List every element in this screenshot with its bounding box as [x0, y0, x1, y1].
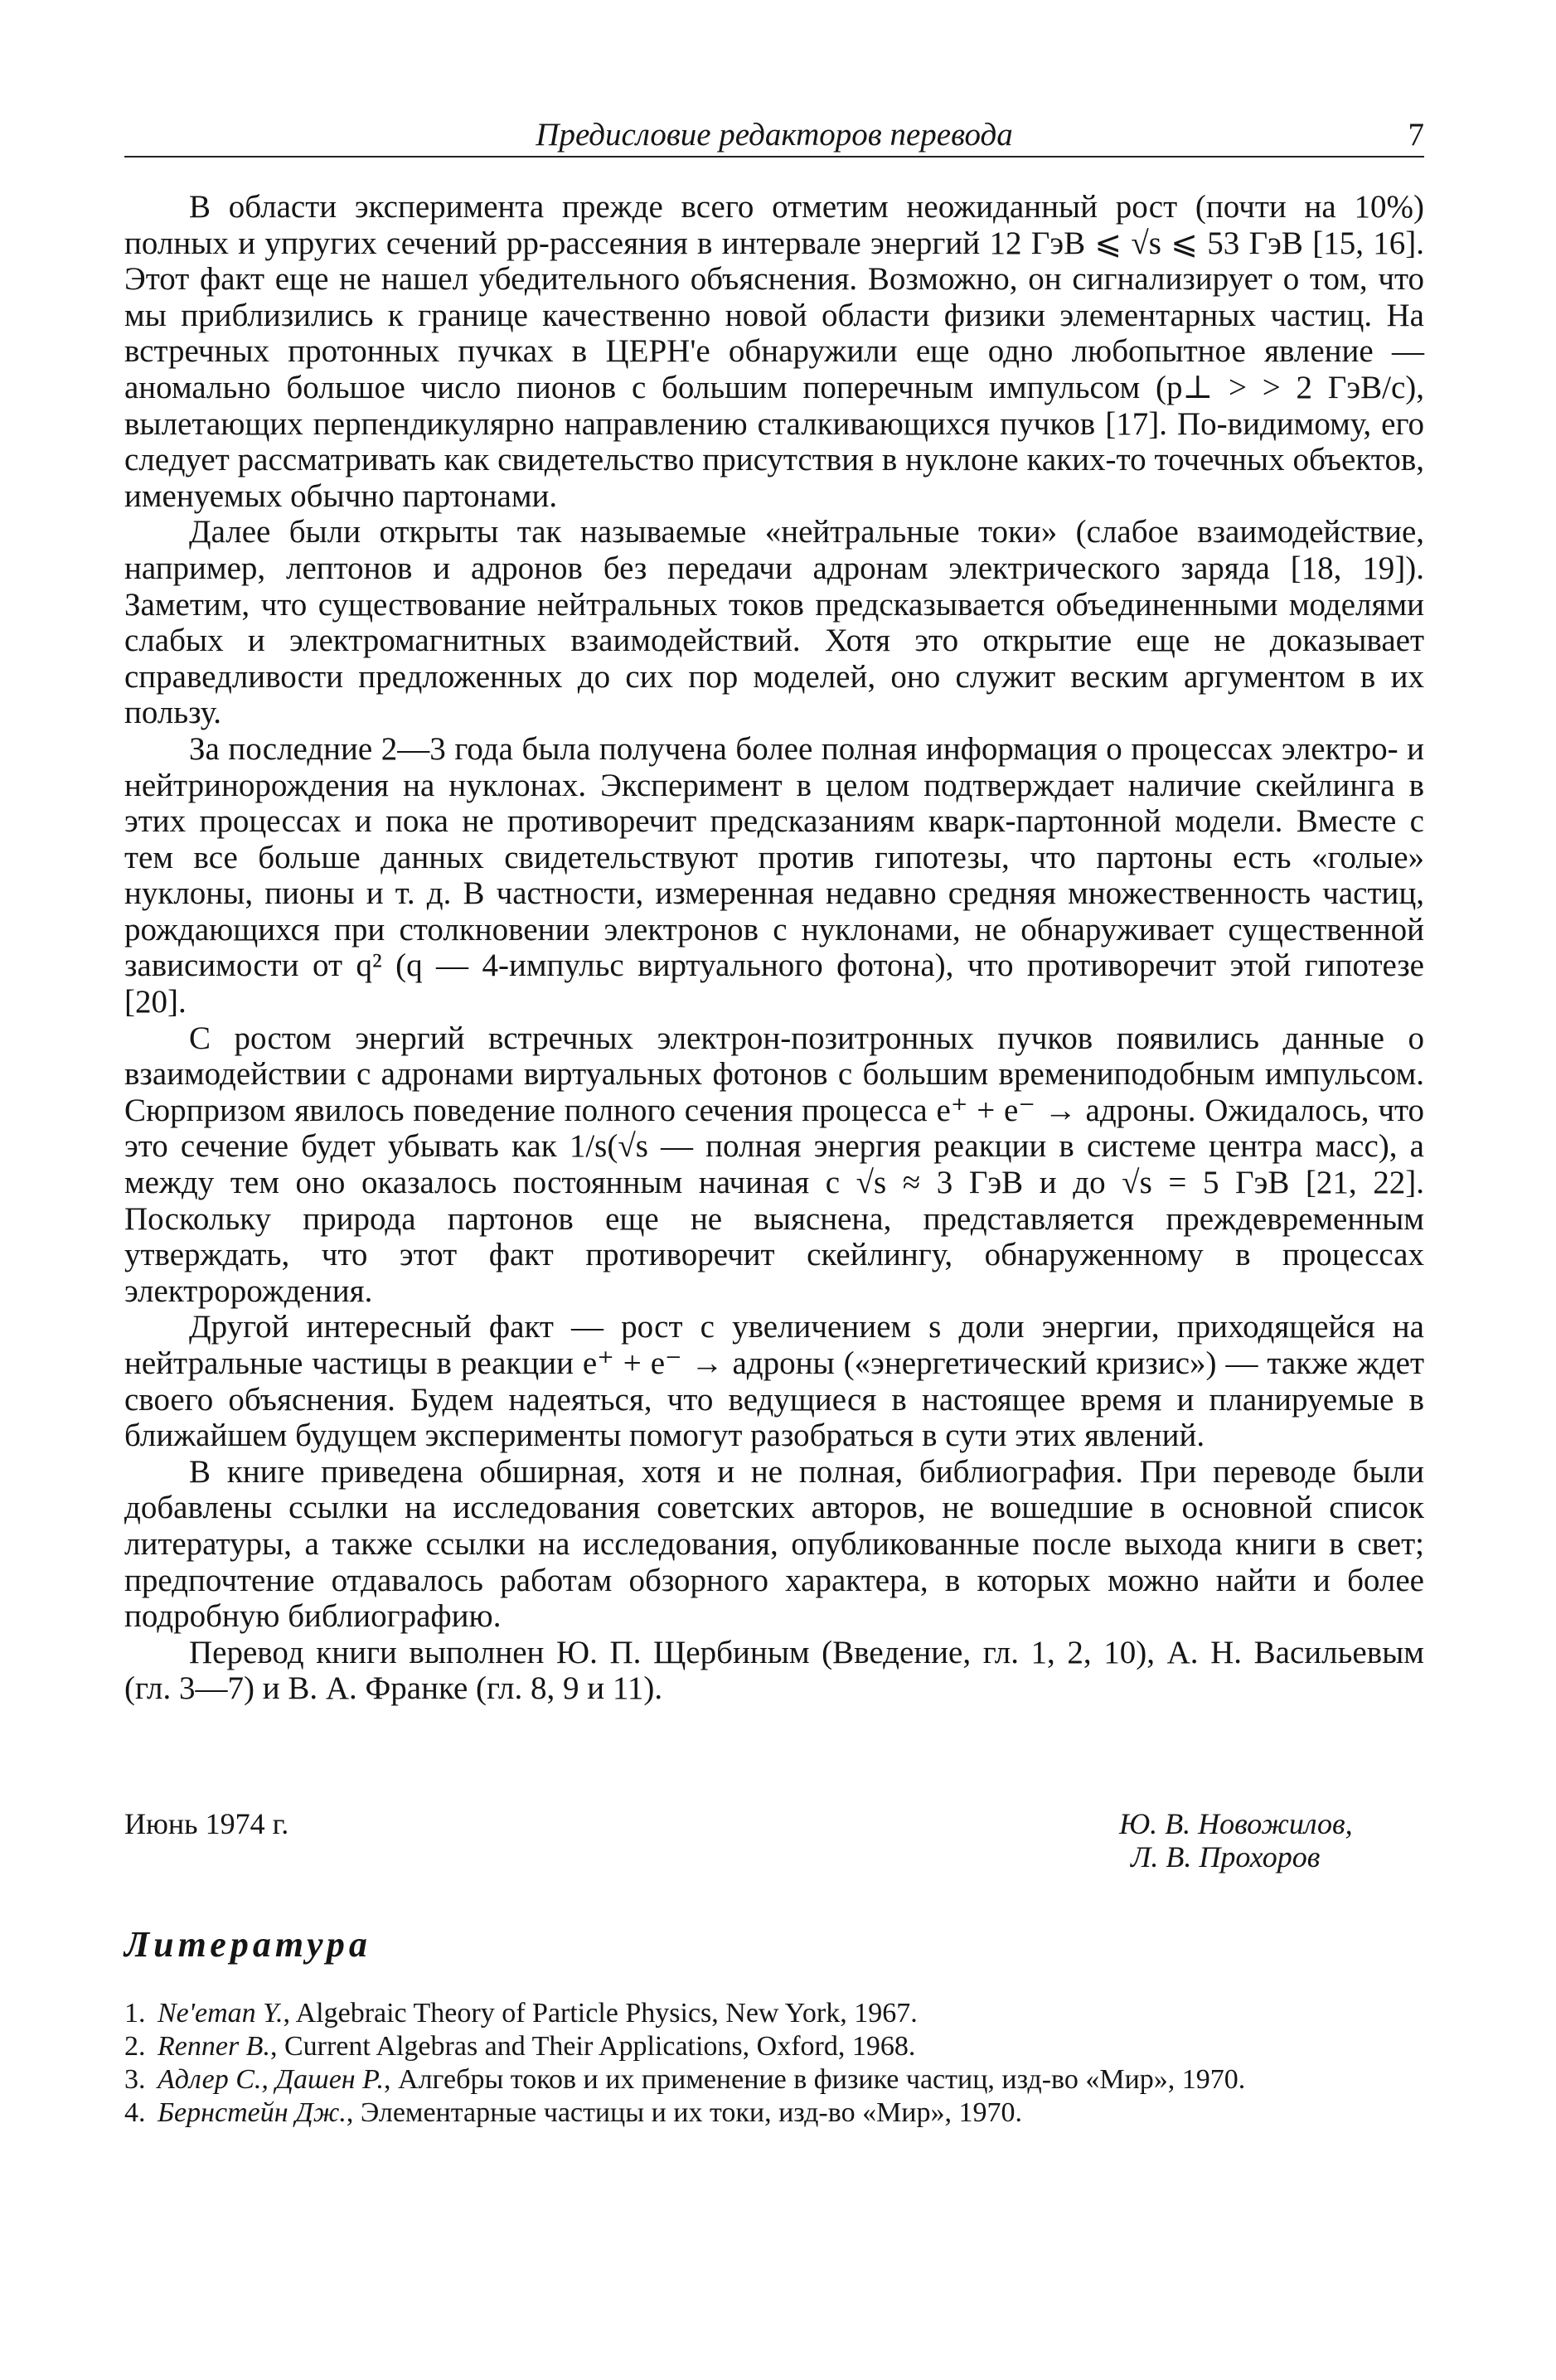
reference-item — [124, 2064, 1424, 2095]
reference-text: , Элементарные частицы и их токи, изд-во «Мир», 1970. — [346, 2097, 1022, 2128]
page-number: 7 — [1408, 117, 1424, 153]
paragraph: Другой интересный факт — рост с увеличением s доли энергии, приходящейся на нейтральные частицы в реакции e⁺ + e⁻ → адроны («энергетический кризис») — также ждет своего объяснения. Будем надеяться, что ведущиеся в настоящее время и планируемые в ближайшем будущем эксперименты помогут разобраться в сути этих явлений. — [124, 1309, 1424, 1454]
reference-number: 3. — [124, 2064, 146, 2095]
literature-heading: Литература — [124, 1924, 371, 1965]
page-header — [124, 116, 1424, 158]
running-title: Предисловие редакторов перевода — [536, 117, 1013, 153]
reference-author: Адлер С., Дашен Р. — [158, 2064, 385, 2095]
reference-item — [124, 1998, 1424, 2029]
reference-item — [124, 2097, 1424, 2128]
body-text — [124, 189, 1424, 1707]
editor-name: Л. В. Прохоров — [1131, 1840, 1321, 1873]
reference-text: , Алгебры токов и их применение в физике частиц, изд-во «Мир», 1970. — [384, 2064, 1246, 2095]
signature-block — [124, 1807, 1424, 1898]
paragraph: Перевод книги выполнен Ю. П. Щербиным (Введение, гл. 1, 2, 10), А. Н. Васильевым (гл. 3—7) и В. А. Франке (гл. 8, 9 и 11). — [124, 1634, 1424, 1707]
reference-author: Renner B. — [158, 2031, 270, 2062]
reference-number: 4. — [124, 2097, 146, 2128]
reference-author: Бернстейн Дж. — [158, 2097, 347, 2128]
reference-author: Ne'eman Y. — [158, 1998, 284, 2029]
editors — [1119, 1807, 1353, 1873]
paragraph: В книге приведена обширная, хотя и не полная, библиография. При переводе были добавлены ссылки на исследования советских авторов, не вошедшие в основной список литературы, а также ссылки на исследования, опубликованные после выхода книги в свет; предпочтение отдавалось работам обзорного характера, в которых можно найти и более подробную библиографию. — [124, 1453, 1424, 1635]
reference-number: 1. — [124, 1998, 146, 2029]
editor-name: Ю. В. Новожилов, — [1119, 1807, 1353, 1840]
reference-number: 2. — [124, 2031, 146, 2062]
reference-text: , Algebraic Theory of Particle Physics, New York, 1967. — [283, 1998, 918, 2029]
reference-text: , Current Algebras and Their Applications, Oxford, 1968. — [269, 2031, 916, 2062]
paragraph: За последние 2—3 года была получена более полная информация о процессах электро- и нейтринорождения на нуклонах. Эксперимент в целом подтверждает наличие скейлинга в этих процессах и пока не противоречит предсказаниям кварк-партонной модели. Вместе с тем все больше данных свидетельствуют против гипотезы, что партоны есть «голые» нуклоны, пионы и т. д. В частности, измеренная недавно средняя множественность частиц, рождающихся при столкновении электронов с нуклонами, не обнаруживает существенной зависимости от q² (q — 4-импульс виртуального фотона), что противоречит этой гипотезе [20]. — [124, 730, 1424, 1020]
reference-list — [124, 1998, 1424, 2130]
paragraph: Далее были открыты так называемые «нейтральные токи» (слабое взаимодействие, например, лептонов и адронов без передачи адронам электрического заряда [18, 19]). Заметим, что существование нейтральных токов предсказывается объединенными моделями слабых и электромагнитных взаимодействий. Хотя это открытие еще не доказывает справедливости предложенных до сих пор моделей, оно служит веским аргументом в их пользу. — [124, 514, 1424, 731]
paragraph: В области эксперимента прежде всего отметим неожиданный рост (почти на 10%) полных и упругих сечений pp-рассеяния в интервале энергий 12 ГэВ ⩽ √s ⩽ 53 ГэВ [15, 16]. Этот факт еще не нашел убедительного объяснения. Возможно, он сигнализирует о том, что мы приблизились к границе качественно новой области физики элементарных частиц. На встречных протонных пучках в ЦЕРН'е обнаружили еще одно любопытное явление — аномально большое число пионов с большим поперечным импульсом (p⊥ > > 2 ГэВ/c), вылетающих перпендикулярно направлению сталкивающихся пучков [17]. По-видимому, его следует рассматривать как свидетельство присутствия в нуклоне каких-то точечных объектов, именуемых обычно партонами. — [124, 189, 1424, 514]
date: Июнь 1974 г. — [124, 1807, 289, 1840]
paragraph: С ростом энергий встречных электрон-позитронных пучков появились данные о взаимодействии с адронами виртуальных фотонов с большим времениподобным импульсом. Сюрпризом явилось поведение полного сечения процесса e⁺ + e⁻ → адроны. Ожидалось, что это сечение будет убывать как 1/s(√s — полная энергия реакции в системе центра масс), а между тем оно оказалось постоянным начиная с √s ≈ 3 ГэВ и до √s = 5 ГэВ [21, 22]. Поскольку природа партонов еще не выяснена, представляется преждевременным утверждать, что этот факт противоречит скейлингу, обнаруженному в процессах электророждения. — [124, 1020, 1424, 1309]
reference-item — [124, 2031, 1424, 2062]
